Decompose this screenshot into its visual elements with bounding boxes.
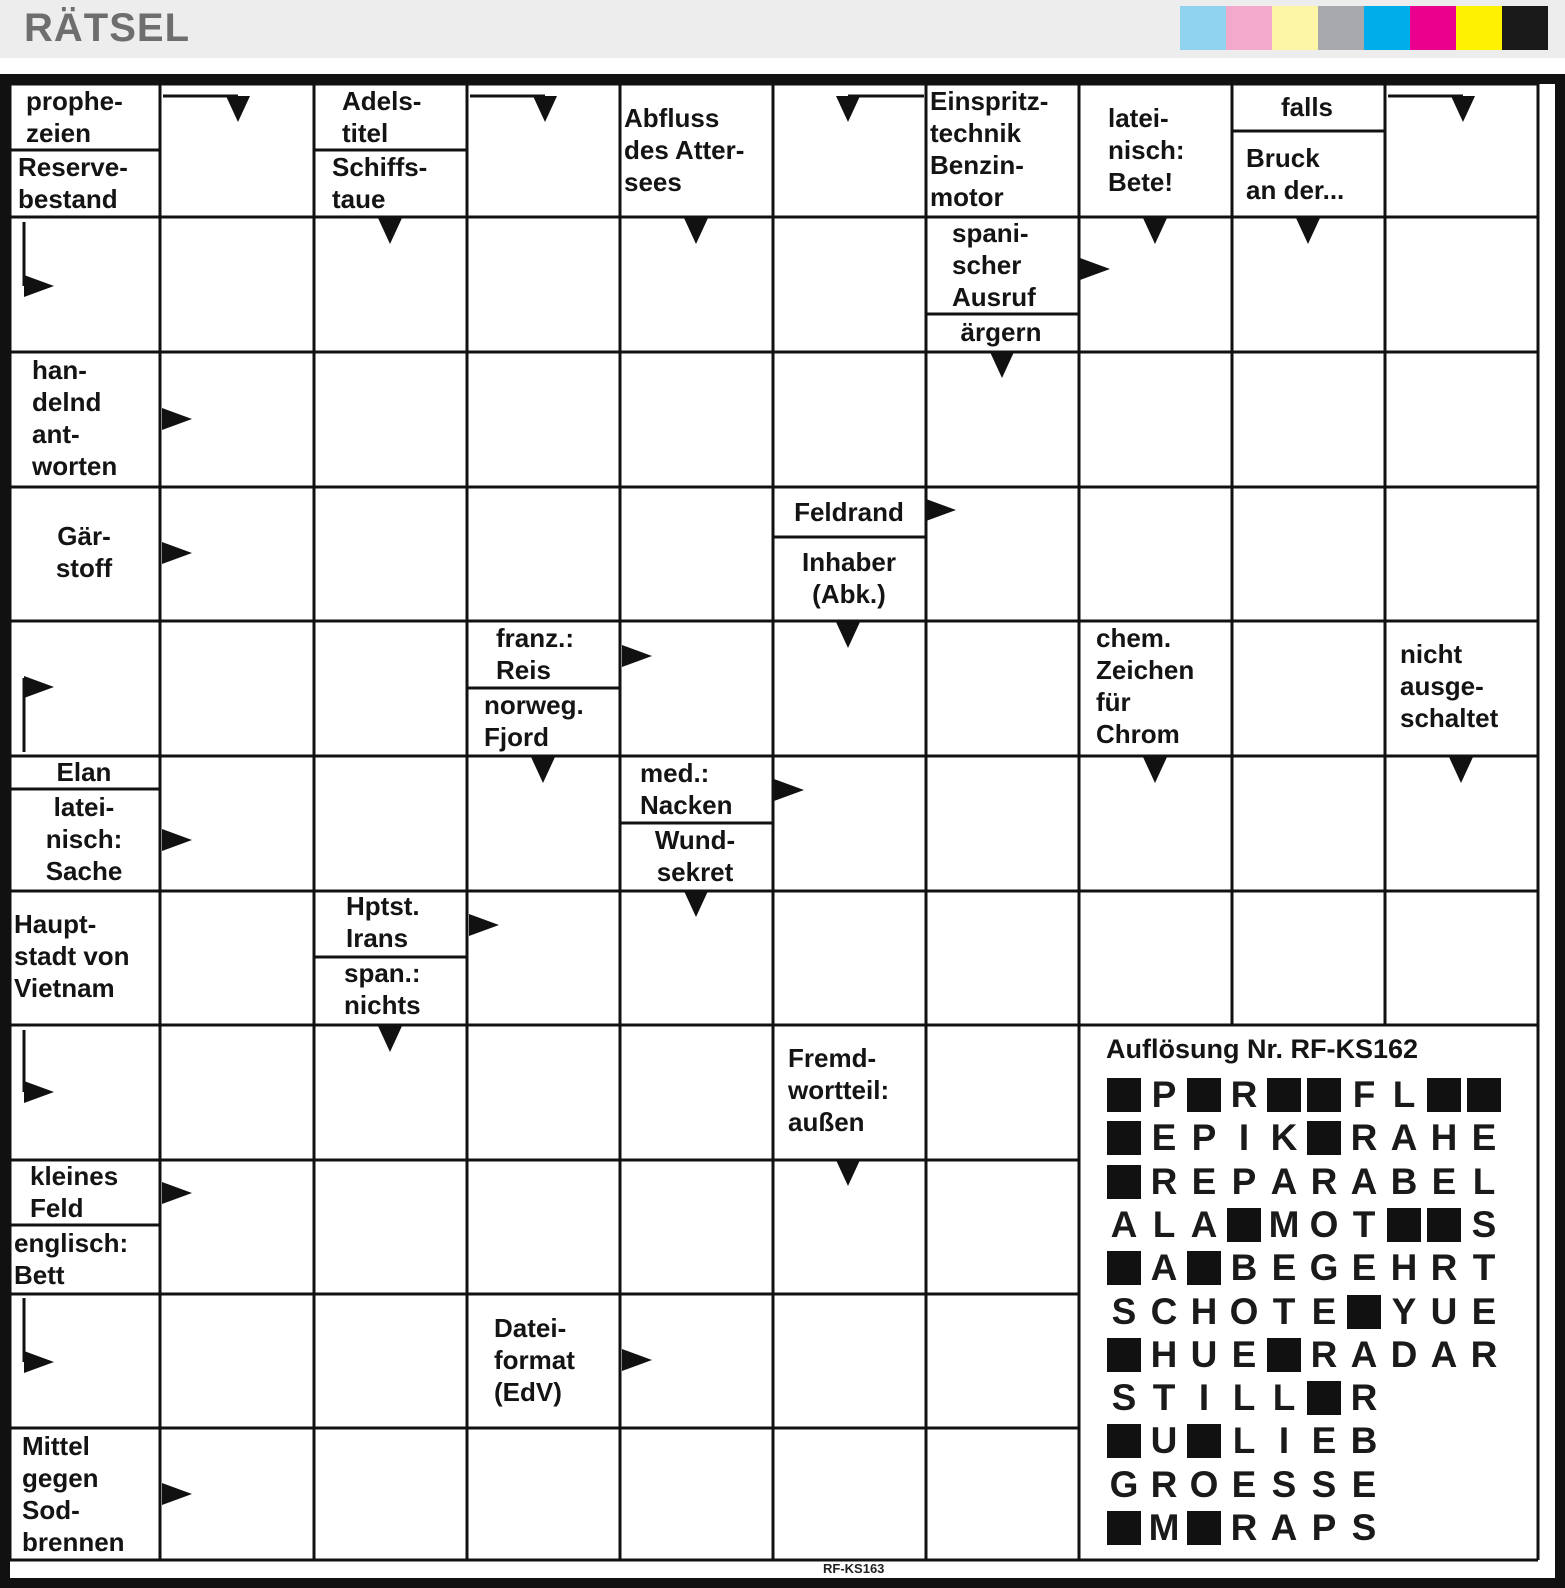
clue-bete: latei- nisch: Bete! bbox=[1108, 103, 1185, 197]
clue-bruck: Bruck an der... bbox=[1246, 143, 1345, 205]
clue-irans: Hptst. Irans bbox=[346, 891, 420, 953]
solution-letter: R bbox=[1430, 1247, 1458, 1289]
arrow-right-icon bbox=[774, 779, 804, 801]
solution-letter: G bbox=[1309, 1247, 1339, 1289]
arrow-right-icon bbox=[469, 914, 499, 936]
arrow-down-icon bbox=[684, 891, 708, 917]
solution-letter: R bbox=[1230, 1074, 1258, 1115]
arrow-right-icon bbox=[24, 1351, 54, 1373]
arrow-down-icon bbox=[836, 96, 860, 122]
arrow-down-icon bbox=[531, 757, 555, 783]
arrow-down-icon bbox=[1143, 757, 1167, 783]
arrow-down-icon bbox=[836, 622, 860, 648]
solution-letter: D bbox=[1390, 1333, 1418, 1375]
solution-letter: M bbox=[1268, 1203, 1300, 1245]
solution-letter: E bbox=[1471, 1117, 1497, 1159]
solution-letter: L bbox=[1152, 1203, 1176, 1245]
solution-letter: E bbox=[1271, 1247, 1297, 1289]
solution-letter: I bbox=[1238, 1117, 1250, 1159]
arrow-right-icon bbox=[162, 1182, 192, 1204]
solution-letter: S bbox=[1471, 1203, 1497, 1245]
solution-letter: L bbox=[1472, 1160, 1496, 1202]
arrow-right-icon bbox=[24, 275, 54, 297]
solution-letter: U bbox=[1430, 1290, 1458, 1332]
solution-letter: A bbox=[1350, 1160, 1378, 1202]
solution-letter: O bbox=[1189, 1463, 1219, 1505]
clue-reservebestand: Reserve- bestand bbox=[18, 152, 128, 214]
solution-letter: A bbox=[1270, 1160, 1298, 1202]
solution-letter: H bbox=[1190, 1290, 1218, 1332]
clue-antworten: han- delnd ant- worten bbox=[32, 355, 118, 481]
clue-dateiformat: Datei- format (EdV) bbox=[494, 1313, 575, 1407]
solution-letter: S bbox=[1111, 1290, 1137, 1332]
solution-letter: U bbox=[1190, 1333, 1218, 1375]
solution-letter: P bbox=[1231, 1160, 1257, 1202]
solution-letter: P bbox=[1191, 1117, 1217, 1159]
clue-aergern: ärgern bbox=[960, 317, 1042, 348]
solution-letter: C bbox=[1150, 1290, 1178, 1332]
solution-title: Auflösung Nr. RF-KS162 bbox=[1106, 1034, 1419, 1064]
solution-letter: A bbox=[1190, 1203, 1218, 1245]
solution-letter: E bbox=[1151, 1117, 1177, 1159]
solution-letter: L bbox=[1232, 1420, 1256, 1462]
clue-falls: falls bbox=[1280, 92, 1334, 123]
solution-letter: Y bbox=[1391, 1290, 1417, 1332]
solution-letter: E bbox=[1431, 1160, 1457, 1202]
arrow-down-icon bbox=[378, 1026, 402, 1052]
arrow-right-icon bbox=[162, 829, 192, 851]
clue-abfluss: Abfluss des Atter- sees bbox=[624, 103, 745, 197]
solution-letter: E bbox=[1351, 1463, 1377, 1505]
clue-nacken: med.: Nacken bbox=[640, 758, 733, 820]
solution-letter: E bbox=[1231, 1463, 1257, 1505]
solution-letter: R bbox=[1310, 1333, 1338, 1375]
solution-letter: T bbox=[1472, 1247, 1496, 1289]
solution-letter: I bbox=[1278, 1420, 1290, 1462]
solution-letter: L bbox=[1232, 1377, 1256, 1419]
arrow-right-icon bbox=[1080, 258, 1110, 280]
solution-letter: M bbox=[1148, 1507, 1180, 1548]
solution-letter: R bbox=[1350, 1377, 1378, 1419]
clue-fjord: norweg. Fjord bbox=[484, 690, 584, 752]
arrow-down-icon bbox=[226, 96, 250, 122]
solution-letter: E bbox=[1231, 1333, 1257, 1375]
clue-spanischer-ausruf: spani- scher Ausruf bbox=[952, 218, 1036, 312]
arrow-right-icon bbox=[162, 542, 192, 564]
solution-letter: E bbox=[1351, 1247, 1377, 1289]
solution-letter: R bbox=[1230, 1507, 1258, 1548]
solution-letter: A bbox=[1350, 1333, 1378, 1375]
clue-chrom: chem. Zeichen für Chrom bbox=[1096, 623, 1195, 749]
arrow-down-icon bbox=[1296, 218, 1320, 244]
clue-wundsekret: Wund- sekret bbox=[654, 825, 736, 887]
solution-letter: K bbox=[1270, 1117, 1298, 1159]
clue-schiffstaue: Schiffs- taue bbox=[332, 152, 428, 214]
page-title: RÄTSEL bbox=[24, 6, 190, 50]
solution-letter: S bbox=[1111, 1377, 1137, 1419]
clue-bett: englisch: Bett bbox=[14, 1228, 129, 1290]
puzzle-code: RF-KS163 bbox=[823, 1561, 885, 1576]
solution-letter: L bbox=[1392, 1074, 1416, 1115]
solution-letter: R bbox=[1350, 1117, 1378, 1159]
solution-letter: S bbox=[1311, 1463, 1337, 1505]
clue-adelstitel: Adels- titel bbox=[342, 86, 422, 148]
solution-letter: A bbox=[1110, 1203, 1138, 1245]
solution-letter: H bbox=[1150, 1333, 1178, 1375]
arrow-right-icon bbox=[622, 645, 652, 667]
solution-letter: E bbox=[1471, 1290, 1497, 1332]
solution-letter: E bbox=[1311, 1420, 1337, 1462]
solution-letter: L bbox=[1272, 1377, 1296, 1419]
arrow-down-icon bbox=[1449, 757, 1473, 783]
arrow-right-icon bbox=[24, 1081, 54, 1103]
solution-letter: R bbox=[1310, 1160, 1338, 1202]
solution-letter: H bbox=[1390, 1247, 1418, 1289]
clue-inhaber: Inhaber (Abk.) bbox=[802, 547, 896, 609]
clue-feldrand: Feldrand bbox=[794, 497, 904, 528]
solution-letter: S bbox=[1271, 1463, 1297, 1505]
solution-letter: A bbox=[1150, 1247, 1178, 1289]
arrow-down-icon bbox=[533, 96, 557, 122]
solution-letter: E bbox=[1191, 1160, 1217, 1202]
clue-kleines-feld: kleines Feld bbox=[30, 1161, 119, 1223]
clue-sodbrennen: Mittel gegen Sod- brennen bbox=[22, 1431, 125, 1557]
solution-letter: O bbox=[1229, 1290, 1259, 1332]
clue-ausgeschaltet: nicht ausge- schaltet bbox=[1400, 639, 1499, 733]
arrow-down-icon bbox=[990, 352, 1014, 378]
solution-letter: U bbox=[1150, 1420, 1178, 1462]
solution-letter: F bbox=[1352, 1074, 1376, 1115]
clue-gaerstoff: Gär- stoff bbox=[55, 521, 113, 583]
clue-elan: Elan bbox=[56, 757, 112, 788]
clue-nichts: span.: nichts bbox=[344, 958, 421, 1020]
solution-letter: B bbox=[1350, 1420, 1378, 1462]
solution-letter: A bbox=[1390, 1117, 1418, 1159]
solution-letter: B bbox=[1230, 1247, 1258, 1289]
solution-letter: T bbox=[1272, 1290, 1296, 1332]
clue-sache: latei- nisch: Sache bbox=[45, 792, 123, 886]
solution-letter: E bbox=[1311, 1290, 1337, 1332]
clue-aussen: Fremd- wortteil: außen bbox=[788, 1043, 890, 1137]
solution-letter: A bbox=[1430, 1333, 1458, 1375]
solution-letter: H bbox=[1430, 1117, 1458, 1159]
solution-letter: T bbox=[1352, 1203, 1376, 1245]
solution-letter: P bbox=[1151, 1074, 1177, 1115]
solution-letter: B bbox=[1390, 1160, 1418, 1202]
solution-letter: I bbox=[1198, 1377, 1210, 1419]
arrow-down-icon bbox=[1143, 218, 1167, 244]
solution-letter: R bbox=[1150, 1160, 1178, 1202]
clue-prophezeien: prophe- zeien bbox=[26, 86, 123, 148]
arrow-right-icon bbox=[926, 499, 956, 521]
arrow-right-icon bbox=[24, 676, 54, 698]
arrow-right-icon bbox=[162, 1483, 192, 1505]
clue-vietnam: Haupt- stadt von Vietnam bbox=[14, 909, 130, 1003]
arrow-right-icon bbox=[622, 1349, 652, 1371]
solution-letter: R bbox=[1470, 1333, 1498, 1375]
clue-reis: franz.: Reis bbox=[496, 623, 574, 685]
clue-einspritztechnik: Einspritz- technik Benzin- motor bbox=[930, 86, 1049, 212]
arrow-down-icon bbox=[1451, 96, 1475, 122]
solution-letter: O bbox=[1309, 1203, 1339, 1245]
arrow-down-icon bbox=[836, 1160, 860, 1186]
solution-letter: S bbox=[1351, 1507, 1377, 1548]
arrow-down-icon bbox=[684, 218, 708, 244]
solution-letter: A bbox=[1270, 1507, 1298, 1548]
arrow-down-icon bbox=[378, 218, 402, 244]
solution-letter: P bbox=[1311, 1507, 1337, 1548]
arrow-right-icon bbox=[162, 408, 192, 430]
solution-letter: T bbox=[1152, 1377, 1176, 1419]
solution-letter: G bbox=[1109, 1463, 1139, 1505]
solution-letter: R bbox=[1150, 1463, 1178, 1505]
